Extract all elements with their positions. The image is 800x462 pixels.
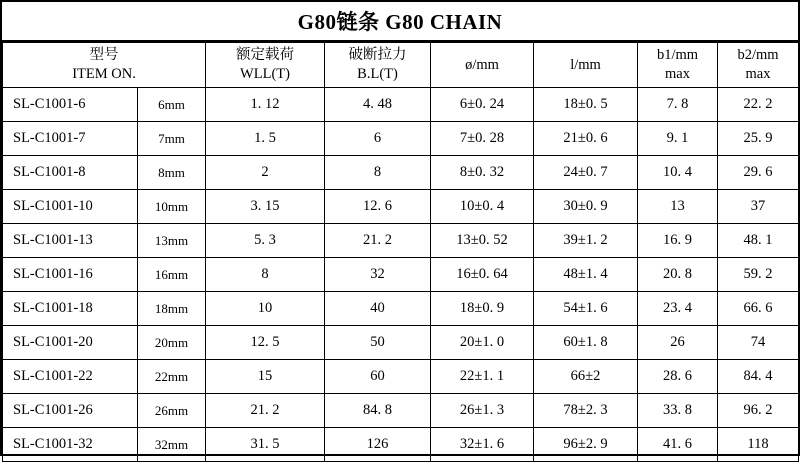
header-line1: b2/mm bbox=[737, 47, 779, 64]
table-row bbox=[3, 292, 799, 326]
cell-b1: 23. 4 bbox=[638, 292, 718, 326]
cell-wll: 2 bbox=[206, 156, 325, 190]
cell-item: SL-C1001-7 bbox=[3, 122, 138, 156]
cell-wll: 21. 2 bbox=[206, 394, 325, 428]
cell-item: SL-C1001-10 bbox=[3, 190, 138, 224]
cell-item: SL-C1001-6 bbox=[3, 88, 138, 122]
cell-bl: 32 bbox=[325, 258, 431, 292]
cell-b2: 74 bbox=[718, 326, 799, 360]
cell-b1: 9. 1 bbox=[638, 122, 718, 156]
cell-bl: 40 bbox=[325, 292, 431, 326]
cell-length: 60±1. 8 bbox=[534, 326, 638, 360]
table-body bbox=[3, 88, 799, 462]
cell-wll: 31. 5 bbox=[206, 428, 325, 462]
cell-length: 18±0. 5 bbox=[534, 88, 638, 122]
cell-size: 20mm bbox=[138, 326, 206, 360]
cell-length: 30±0. 9 bbox=[534, 190, 638, 224]
cell-size: 22mm bbox=[138, 360, 206, 394]
cell-diameter: 6±0. 24 bbox=[431, 88, 534, 122]
cell-wll: 15 bbox=[206, 360, 325, 394]
header-cell-diameter bbox=[431, 43, 534, 88]
header-line2: max bbox=[665, 66, 690, 82]
table-row bbox=[3, 190, 799, 224]
table-row bbox=[3, 156, 799, 190]
cell-bl: 8 bbox=[325, 156, 431, 190]
cell-bl: 12. 6 bbox=[325, 190, 431, 224]
cell-item: SL-C1001-32 bbox=[3, 428, 138, 462]
cell-b2: 59. 2 bbox=[718, 258, 799, 292]
cell-length: 39±1. 2 bbox=[534, 224, 638, 258]
header-line2: ITEM ON. bbox=[72, 66, 136, 82]
cell-diameter: 13±0. 52 bbox=[431, 224, 534, 258]
cell-wll: 1. 5 bbox=[206, 122, 325, 156]
header-cell-wll bbox=[206, 43, 325, 88]
table-row bbox=[3, 360, 799, 394]
cell-length: 96±2. 9 bbox=[534, 428, 638, 462]
header-line2: B.L(T) bbox=[357, 66, 398, 82]
cell-length: 48±1. 4 bbox=[534, 258, 638, 292]
header-cell-length bbox=[534, 43, 638, 88]
cell-size: 10mm bbox=[138, 190, 206, 224]
header-line1: ø/mm bbox=[465, 56, 499, 73]
cell-item: SL-C1001-20 bbox=[3, 326, 138, 360]
cell-wll: 12. 5 bbox=[206, 326, 325, 360]
cell-b2: 84. 4 bbox=[718, 360, 799, 394]
table-row bbox=[3, 224, 799, 258]
cell-length: 54±1. 6 bbox=[534, 292, 638, 326]
cell-wll: 3. 15 bbox=[206, 190, 325, 224]
cell-b2: 25. 9 bbox=[718, 122, 799, 156]
cell-b1: 7. 8 bbox=[638, 88, 718, 122]
cell-size: 18mm bbox=[138, 292, 206, 326]
header-cell-bl bbox=[325, 43, 431, 88]
cell-bl: 21. 2 bbox=[325, 224, 431, 258]
header-cell-b1 bbox=[638, 43, 718, 88]
cell-diameter: 32±1. 6 bbox=[431, 428, 534, 462]
cell-b1: 41. 6 bbox=[638, 428, 718, 462]
cell-b2: 66. 6 bbox=[718, 292, 799, 326]
cell-item: SL-C1001-8 bbox=[3, 156, 138, 190]
cell-diameter: 16±0. 64 bbox=[431, 258, 534, 292]
cell-diameter: 22±1. 1 bbox=[431, 360, 534, 394]
header-line1: l/mm bbox=[570, 56, 601, 73]
cell-wll: 5. 3 bbox=[206, 224, 325, 258]
cell-length: 66±2 bbox=[534, 360, 638, 394]
table-row bbox=[3, 88, 799, 122]
cell-bl: 126 bbox=[325, 428, 431, 462]
cell-b1: 16. 9 bbox=[638, 224, 718, 258]
table-row bbox=[3, 258, 799, 292]
table-header bbox=[3, 43, 799, 88]
cell-b1: 20. 8 bbox=[638, 258, 718, 292]
cell-b1: 33. 8 bbox=[638, 394, 718, 428]
cell-size: 32mm bbox=[138, 428, 206, 462]
header-cell-b2 bbox=[718, 43, 799, 88]
cell-bl: 60 bbox=[325, 360, 431, 394]
header-cell-item bbox=[3, 43, 206, 88]
cell-bl: 6 bbox=[325, 122, 431, 156]
cell-size: 7mm bbox=[138, 122, 206, 156]
cell-length: 21±0. 6 bbox=[534, 122, 638, 156]
cell-b2: 22. 2 bbox=[718, 88, 799, 122]
cell-diameter: 10±0. 4 bbox=[431, 190, 534, 224]
cell-length: 78±2. 3 bbox=[534, 394, 638, 428]
cell-item: SL-C1001-13 bbox=[3, 224, 138, 258]
header-line1: 破断拉力 bbox=[348, 47, 407, 64]
header-line2: WLL(T) bbox=[240, 66, 290, 82]
cell-b1: 26 bbox=[638, 326, 718, 360]
cell-b2: 118 bbox=[718, 428, 799, 462]
cell-item: SL-C1001-22 bbox=[3, 360, 138, 394]
header-line1: 型号 bbox=[89, 47, 119, 64]
cell-bl: 4. 48 bbox=[325, 88, 431, 122]
chain-spec-table bbox=[2, 42, 799, 462]
cell-size: 13mm bbox=[138, 224, 206, 258]
cell-diameter: 26±1. 3 bbox=[431, 394, 534, 428]
cell-bl: 84. 8 bbox=[325, 394, 431, 428]
cell-item: SL-C1001-16 bbox=[3, 258, 138, 292]
sheet-title-bar bbox=[2, 2, 798, 42]
header-line1: b1/mm bbox=[656, 47, 699, 64]
cell-item: SL-C1001-18 bbox=[3, 292, 138, 326]
cell-b1: 13 bbox=[638, 190, 718, 224]
header-line1: 额定载荷 bbox=[236, 47, 295, 64]
cell-b1: 28. 6 bbox=[638, 360, 718, 394]
cell-size: 16mm bbox=[138, 258, 206, 292]
cell-size: 6mm bbox=[138, 88, 206, 122]
cell-diameter: 8±0. 32 bbox=[431, 156, 534, 190]
cell-wll: 8 bbox=[206, 258, 325, 292]
table-row bbox=[3, 394, 799, 428]
cell-b2: 29. 6 bbox=[718, 156, 799, 190]
cell-b2: 37 bbox=[718, 190, 799, 224]
page-title: G80链条 G80 CHAIN bbox=[297, 10, 503, 34]
cell-diameter: 7±0. 28 bbox=[431, 122, 534, 156]
header-row bbox=[3, 43, 799, 88]
cell-b1: 10. 4 bbox=[638, 156, 718, 190]
cell-wll: 10 bbox=[206, 292, 325, 326]
cell-length: 24±0. 7 bbox=[534, 156, 638, 190]
cell-b2: 96. 2 bbox=[718, 394, 799, 428]
cell-bl: 50 bbox=[325, 326, 431, 360]
header-line2: max bbox=[745, 66, 771, 82]
cell-item: SL-C1001-26 bbox=[3, 394, 138, 428]
table-row bbox=[3, 326, 799, 360]
cell-diameter: 18±0. 9 bbox=[431, 292, 534, 326]
cell-b2: 48. 1 bbox=[718, 224, 799, 258]
table-row bbox=[3, 428, 799, 462]
cell-size: 8mm bbox=[138, 156, 206, 190]
cell-size: 26mm bbox=[138, 394, 206, 428]
cell-wll: 1. 12 bbox=[206, 88, 325, 122]
table-row bbox=[3, 122, 799, 156]
cell-diameter: 20±1. 0 bbox=[431, 326, 534, 360]
